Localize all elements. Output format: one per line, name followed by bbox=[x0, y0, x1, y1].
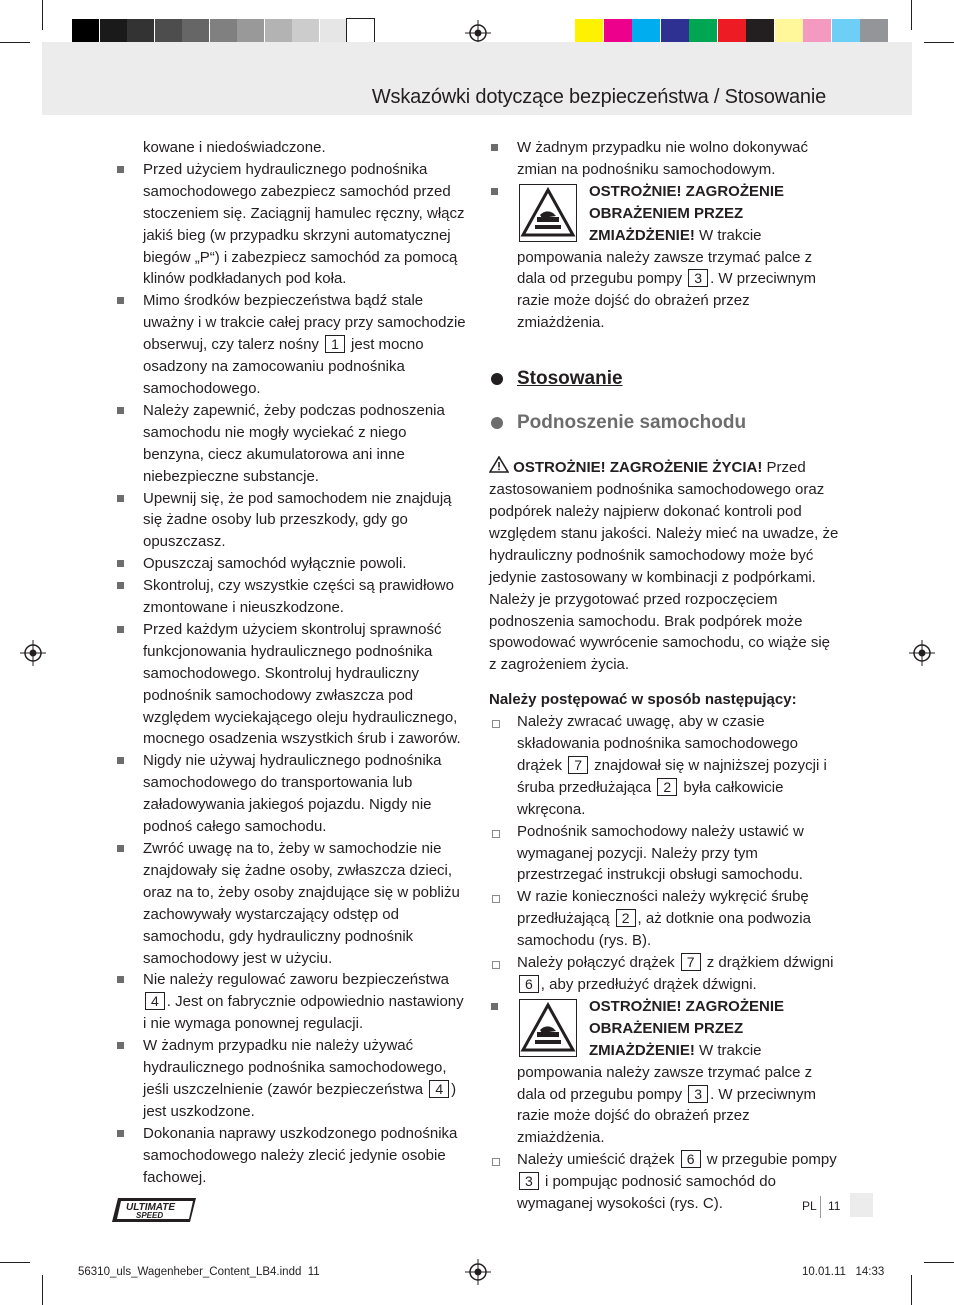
file-info: 56310_uls_Wagenheber_Content_LB4.indd 11 bbox=[78, 1266, 320, 1278]
part-reference: 7 bbox=[681, 953, 701, 971]
bullet-icon bbox=[117, 495, 124, 502]
bullet-icon bbox=[491, 1003, 498, 1010]
logo-text-bottom: SPEED bbox=[136, 1211, 164, 1220]
list-item: Nigdy nie używaj hydraulicznego podnośnika samochodowego do transportowania lub załadowywania jakiegoś pojazdu. Nigdy nie podnoś całego samochodu. bbox=[115, 750, 467, 838]
bullet-icon bbox=[117, 297, 124, 304]
step-checkbox-icon bbox=[492, 720, 500, 728]
bullet-icon bbox=[117, 407, 124, 414]
life-warning: OSTROŻNIE! ZAGROŻENIE ŻYCIA! Przed zastosowaniem podnośnika samochodowego oraz podpórek należy najpierw dokonać kontroli pod względem stanu jakości. Należy mieć na uwadze, że hydrauliczny podnośnik samochodowy może być jedynie zastosowany w kombinacji z podpórkami. Należy je przygotować przed rozpoczęciem podnoszenia samochodu. Brak podpórek może spowodować wywrócenie samochodu, co wiąże się z zagrożeniem życia. bbox=[489, 456, 841, 676]
part-reference: 1 bbox=[325, 335, 345, 353]
logo-text-top: ULTIMATE bbox=[126, 1202, 176, 1213]
part-reference: 7 bbox=[568, 756, 588, 774]
crush-hazard-icon bbox=[519, 999, 577, 1057]
list-item: Nie należy regulować zaworu bezpieczeństwa 4 . Jest on fabrycznie odpowiednio nastawiony i nie wymaga ponownej regulacji. bbox=[115, 969, 467, 1035]
crop-mark bbox=[924, 42, 954, 43]
part-reference: 4 bbox=[145, 992, 165, 1010]
heading-dot-icon bbox=[491, 417, 503, 429]
bullet-icon bbox=[117, 626, 124, 633]
left-column bbox=[115, 137, 467, 1189]
list-item: Należy umieścić drążek 6 w przegubie pompy 3 i pompując podnosić samochód do wymaganej wysokości (rys. C). bbox=[489, 1149, 841, 1215]
registration-mark-icon bbox=[20, 640, 46, 666]
part-reference: 6 bbox=[681, 1150, 701, 1168]
bullet-icon bbox=[117, 582, 124, 589]
page-title: Wskazówki dotyczące bezpieczeństwa / Stosowanie bbox=[371, 86, 826, 108]
part-reference: 3 bbox=[688, 269, 708, 287]
crop-mark bbox=[911, 0, 912, 30]
page-tab bbox=[850, 1193, 873, 1217]
list-item: W żadnym przypadku nie wolno dokonywać zmian na podnośniku samochodowym. bbox=[489, 137, 841, 181]
brand-logo bbox=[112, 1196, 202, 1229]
list-item: W razie konieczności należy wykręcić śrubę przedłużającą 2 , aż dotknie ona podwozia samochodu (rys. B). bbox=[489, 886, 841, 952]
right-column bbox=[489, 137, 841, 1215]
step-checkbox-icon bbox=[492, 830, 500, 838]
print-timestamp: 10.01.11 14:33 bbox=[802, 1266, 885, 1278]
crush-warning: OSTROŻNIE! ZAGROŻENIE OBRAŻENIEM PRZEZ ZMIAŻDŻENIE! W trakcie pompowania należy zawsze trzymać palce z dala od przegubu pompy 3 . W przeciwnym razie może dojść do obrażeń przez zmiażdżenia. bbox=[489, 996, 841, 1149]
crop-mark bbox=[924, 1262, 954, 1263]
crop-mark bbox=[42, 0, 43, 30]
step-checkbox-icon bbox=[492, 895, 500, 903]
list-item: Skontroluj, czy wszystkie części są prawidłowo zmontowane i nieuszkodzone. bbox=[115, 575, 467, 619]
part-reference: 4 bbox=[429, 1080, 449, 1098]
list-item: Upewnij się, że pod samochodem nie znajdują się żadne osoby lub przeszkody, gdy go opuszczasz. bbox=[115, 488, 467, 554]
part-reference: 3 bbox=[519, 1172, 539, 1190]
registration-mark-icon bbox=[909, 640, 935, 666]
part-reference: 6 bbox=[519, 975, 539, 993]
bullet-icon bbox=[117, 560, 124, 567]
list-item: Opuszczaj samochód wyłącznie powoli. bbox=[115, 553, 467, 575]
bullet-icon bbox=[117, 166, 124, 173]
crop-mark bbox=[911, 1275, 912, 1305]
crop-mark bbox=[0, 1262, 30, 1263]
list-item: Zwróć uwagę na to, żeby w samochodzie nie znajdowały się żadne osoby, zwłaszcza dzieci, oraz na to, żeby osoby znajdujące się w pobliżu zachowywały wystarczający odstęp od samochodu, gdy hydrauliczny podnośnik samochodowy jest w użyciu. bbox=[115, 838, 467, 969]
bullet-icon bbox=[117, 1042, 124, 1049]
list-item: Dokonania naprawy uszkodzonego podnośnika samochodowego należy zlecić jedynie osobie fachowej. bbox=[115, 1123, 467, 1189]
section-heading: Stosowanie bbox=[489, 367, 841, 391]
bullet-icon bbox=[491, 144, 498, 151]
registration-mark-icon bbox=[465, 1259, 491, 1285]
procedure-heading: Należy postępować w sposób następujący: bbox=[489, 691, 797, 709]
page-number: 11 bbox=[828, 1199, 841, 1213]
part-reference: 3 bbox=[688, 1085, 708, 1103]
footer-divider bbox=[820, 1196, 821, 1218]
part-reference: 2 bbox=[657, 778, 677, 796]
part-reference: 2 bbox=[616, 909, 636, 927]
list-item: Podnośnik samochodowy należy ustawić w wymaganej pozycji. Należy przy tym przestrzegać instrukcji obsługi samochodu. bbox=[489, 821, 841, 887]
bullet-icon bbox=[491, 188, 498, 195]
list-item: Należy zwracać uwagę, aby w czasie składowania podnośnika samochodowego drążek 7 znajdował się w najniższej pozycji i śruba przedłużająca 2 była całkowicie wkręcona. bbox=[489, 711, 841, 821]
list-item: Mimo środków bezpieczeństwa bądź stale uważny i w trakcie całej pracy przy samochodzie obserwuj, czy talerz nośny 1 jest mocno osadzony na zamocowaniu podnośnika samochodowego. bbox=[115, 290, 467, 400]
list-item: Przed użyciem hydraulicznego podnośnika samochodowego zabezpiecz samochód przed stoczeniem się. Zaciągnij hamulec ręczny, włącz jakiś bieg (w przypadku skrzyni automatycznej biegów „P“) i zabezpiecz samochód za pomocą klinów podkładanych pod koła. bbox=[115, 159, 467, 290]
bullet-icon bbox=[117, 1130, 124, 1137]
crush-warning: OSTROŻNIE! ZAGROŻENIE OBRAŻENIEM PRZEZ ZMIAŻDŻENIE! W trakcie pompowania należy zawsze trzymać palce z dala od przegubu pompy 3 . W przeciwnym razie może dojść do obrażeń przez zmiażdżenia. bbox=[489, 181, 841, 334]
step-checkbox-icon bbox=[492, 961, 500, 969]
bullet-icon bbox=[117, 757, 124, 764]
crush-hazard-icon bbox=[519, 184, 577, 242]
list-item: Należy zapewnić, żeby podczas podnoszenia samochodu nie mogły wyciekać z niego benzyna, ciecz akumulatorowa ani inne niebezpieczne substancje. bbox=[115, 400, 467, 488]
subsection-heading: Podnoszenie samochodu bbox=[489, 411, 841, 435]
list-item: Przed każdym użyciem skontroluj sprawność funkcjonowania hydraulicznego podnośnika samochodowego. Skontroluj hydrauliczny podnośnik samochodowy zwłaszcza pod względem wyciekającego oleju hydraulicznego, mocnego osadzenia wszystkich śrub i zaworów. bbox=[115, 619, 467, 750]
warning-triangle-icon bbox=[489, 456, 509, 473]
list-item: W żadnym przypadku nie należy używać hydraulicznego podnośnika samochodowego, jeśli uszczelnienie (zawór bezpieczeństwa 4 ) jest uszkodzone. bbox=[115, 1035, 467, 1123]
list-item: Należy połączyć drążek 7 z drążkiem dźwigni 6 , aby przedłużyć drążek dźwigni. bbox=[489, 952, 841, 996]
heading-dot-icon bbox=[491, 373, 503, 385]
crop-mark bbox=[42, 1275, 43, 1305]
bullet-icon bbox=[117, 845, 124, 852]
list-item: kowane i niedoświadczone. bbox=[143, 139, 326, 156]
crop-mark bbox=[0, 42, 30, 43]
step-checkbox-icon bbox=[492, 1158, 500, 1166]
bullet-icon bbox=[117, 976, 124, 983]
language-code: PL bbox=[802, 1199, 817, 1213]
